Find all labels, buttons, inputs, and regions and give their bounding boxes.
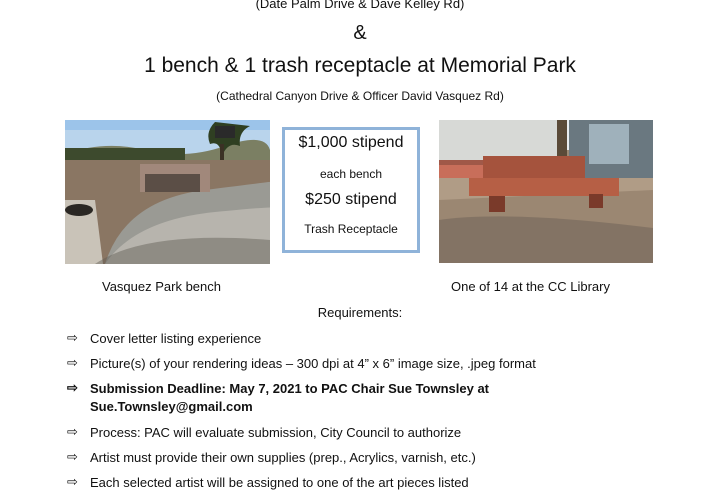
trash-stipend-amount: $250 stipend <box>305 191 397 208</box>
requirement-item <box>67 330 687 348</box>
location-note-top: (Date Palm Drive & Dave Kelley Rd) <box>255 0 465 11</box>
caption-cc-library-bench: One of 14 at the CC Library <box>451 279 610 294</box>
requirements-heading: Requirements: <box>317 305 403 320</box>
bench-stipend-unit: each bench <box>319 167 383 181</box>
stipend-box <box>282 127 420 253</box>
requirement-item <box>67 449 687 467</box>
cross-streets-note: (Cathedral Canyon Drive & Officer David Vasquez Rd) <box>216 89 504 103</box>
headline: 1 bench & 1 trash receptacle at Memorial Park <box>144 54 576 77</box>
requirement-text: Artist must provide their own supplies (prep., Acrylics, varnish, etc.) <box>90 450 476 465</box>
requirement-item-deadline <box>67 380 687 416</box>
cc-library-bench-photo <box>439 120 653 263</box>
requirement-item <box>67 474 687 492</box>
bench-stipend-amount: $1,000 stipend <box>298 134 404 151</box>
requirement-text: Picture(s) of your rendering ideas – 300 dpi at 4” x 6” image size, .jpeg format <box>90 356 536 371</box>
requirement-text: Process: PAC will evaluate submission, City Council to authorize <box>90 425 462 440</box>
requirement-item <box>67 424 687 442</box>
arrow-icon: ⇨ <box>67 449 78 464</box>
arrow-icon: ⇨ <box>67 424 78 439</box>
requirement-item <box>67 355 687 373</box>
caption-vasquez-park-bench: Vasquez Park bench <box>102 279 221 294</box>
trash-stipend-unit: Trash Receptacle <box>304 222 398 236</box>
requirement-text: Submission Deadline: May 7, 2021 to PAC Chair Sue Townsley at Sue.Townsley@gmail.com <box>90 381 490 414</box>
ampersand: & <box>353 22 367 44</box>
arrow-icon: ⇨ <box>67 380 78 395</box>
arrow-icon: ⇨ <box>67 474 78 489</box>
requirement-text: Each selected artist will be assigned to one of the art pieces listed <box>90 475 469 490</box>
arrow-icon: ⇨ <box>67 355 78 370</box>
requirement-text: Cover letter listing experience <box>90 331 262 346</box>
vasquez-park-bench-photo <box>65 120 270 264</box>
arrow-icon: ⇨ <box>67 330 78 345</box>
